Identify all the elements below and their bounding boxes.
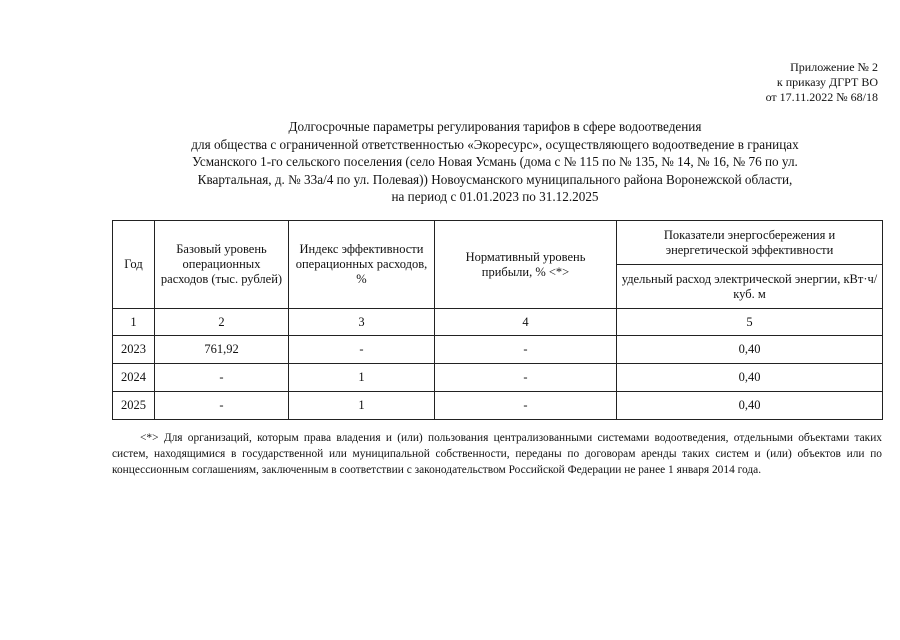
cell-base-level: - (155, 364, 289, 392)
header-energy-consumption: удельный расход электрической энергии, кВт·ч/куб. м (617, 265, 883, 309)
column-number-row (113, 309, 883, 336)
parameters-table (112, 220, 883, 420)
cell-year: 2024 (113, 364, 155, 392)
column-number: 4 (435, 309, 617, 336)
table-row (113, 392, 883, 420)
title-line-4: Квартальная, д. № 33а/4 по ул. Полевая)) Новоусманского муниципального района Воронежской области, (197, 171, 793, 187)
title-line-5: на период с 01.01.2023 по 31.12.2025 (391, 189, 599, 204)
cell-efficiency-index: 1 (289, 392, 435, 420)
column-number: 1 (113, 309, 155, 336)
title-line-2: для общества с ограниченной ответственностью «Экоресурс», осуществляющего водоотведение в границах (191, 136, 799, 152)
cell-efficiency-index: - (289, 336, 435, 364)
cell-year: 2025 (113, 392, 155, 420)
cell-energy-consumption: 0,40 (617, 336, 883, 364)
cell-efficiency-index: 1 (289, 364, 435, 392)
cell-base-level: 761,92 (155, 336, 289, 364)
cell-profit-level: - (435, 392, 617, 420)
appendix-line-order: к приказу ДГРТ ВО (776, 75, 878, 89)
footnote: <*> Для организаций, которым права владения и (или) пользования централизованными системами водоотведения, отдельными объектами таких систем, находящимися в государственной или муниципальной собственности, переданы по договорам аренды таких систем и (или) объектов или по концессионным соглашениям, заключенным в соответствии с законодательством Российской Федерации не ранее 1 января 2014 года. (112, 432, 882, 476)
cell-energy-consumption: 0,40 (617, 392, 883, 420)
document-title (110, 118, 880, 206)
cell-year: 2023 (113, 336, 155, 364)
cell-energy-consumption: 0,40 (617, 364, 883, 392)
column-number: 5 (617, 309, 883, 336)
table-header-row (113, 221, 883, 265)
header-energy-group: Показатели энергосбережения и энергетической эффективности (617, 221, 883, 265)
appendix-line-number: Приложение № 2 (790, 60, 878, 74)
appendix-header (766, 60, 878, 105)
table-row (113, 364, 883, 392)
header-base-level: Базовый уровень операционных расходов (тыс. рублей) (155, 221, 289, 309)
header-year: Год (113, 221, 155, 309)
cell-base-level: - (155, 392, 289, 420)
column-number: 3 (289, 309, 435, 336)
cell-profit-level: - (435, 336, 617, 364)
header-profit-level: Нормативный уровень прибыли, % <*> (435, 221, 617, 309)
table-row (113, 336, 883, 364)
title-line-1: Долгосрочные параметры регулирования тарифов в сфере водоотведения (288, 119, 702, 134)
title-line-3: Усманского 1-го сельского поселения (село Новая Усмань (дома с № 115 по № 135, № 14, № 16, № 76 по ул. (192, 154, 798, 169)
header-efficiency-index: Индекс эффективности операционных расходов, % (289, 221, 435, 309)
cell-profit-level: - (435, 364, 617, 392)
column-number: 2 (155, 309, 289, 336)
appendix-line-date: от 17.11.2022 № 68/18 (765, 90, 878, 104)
